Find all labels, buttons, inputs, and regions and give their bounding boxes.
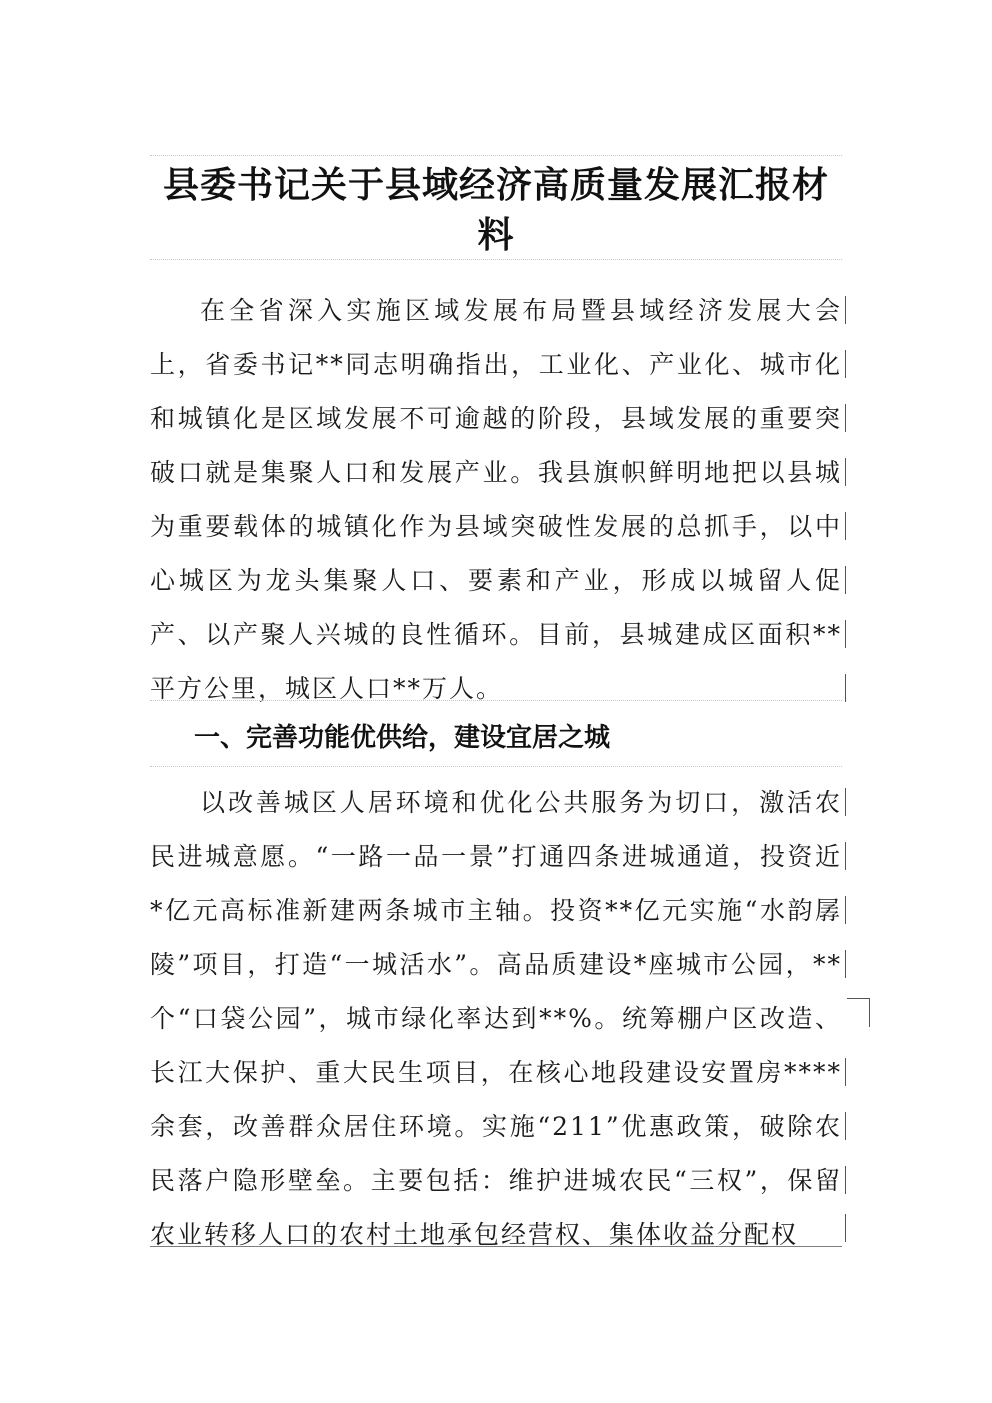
margin-tick [845,896,846,924]
margin-tick [845,1058,846,1086]
margin-tick [845,296,846,324]
document-title: 县委书记关于县域经济高质量发展汇报材料 [162,164,829,256]
section-heading: 一、完善功能优供给，建设宜居之城 [194,723,611,753]
margin-tick [845,788,846,816]
header-divider [150,155,842,156]
margin-tick [845,458,846,486]
paragraph-divider [150,700,842,701]
margin-tick [845,842,846,870]
margin-tick [845,404,846,432]
margin-tick [845,1112,846,1140]
section-paragraph: 以改善城区人居环境和优化公共服务为切口，激活农民进城意愿。“一路一品一景”打通四条进城通道，投资近*亿元高标准新建两条城市主轴。投资**亿元实施“水韵孱陵”项目，打造“一城活水”。高品质建设*座城市公园，**个“口袋公园”，城市绿化率达到**%。统筹棚户区改造、长江大保护、重大民生项目，在核心地段建设安置房****余套，改善群众居住环境。实施“211”优惠政策，破除农民落户隐形壁垒。主要包括：维护进城农民“三权”，保留农业转移人口的农村土地承包经营权、集体收益分配权 [150,788,842,1249]
bottom-divider [150,1246,842,1247]
margin-tick [845,566,846,594]
margin-tick [845,512,846,540]
heading-divider [150,766,842,767]
margin-tick [845,1166,846,1194]
margin-tick [845,950,846,978]
margin-tick [845,674,846,702]
margin-tick [845,1214,846,1242]
margin-tick [845,350,846,378]
margin-tick [845,620,846,648]
intro-paragraph: 在全省深入实施区域发展布局暨县域经济发展大会上，省委书记**同志明确指出，工业化、产业化、城市化和城镇化是区域发展不可逾越的阶段，县域发展的重要突破口就是集聚人口和发展产业。我县旗帜鲜明地把以县城为重要载体的城镇化作为县域突破性发展的总抓手，以中心城区为龙头集聚人口、要素和产业，形成以城留人促产、以产聚人兴城的良性循环。目前，县城建成区面积**平方公里，城区人口**万人。 [150,296,842,703]
title-divider [150,259,842,260]
margin-corner-mark [847,998,870,1027]
